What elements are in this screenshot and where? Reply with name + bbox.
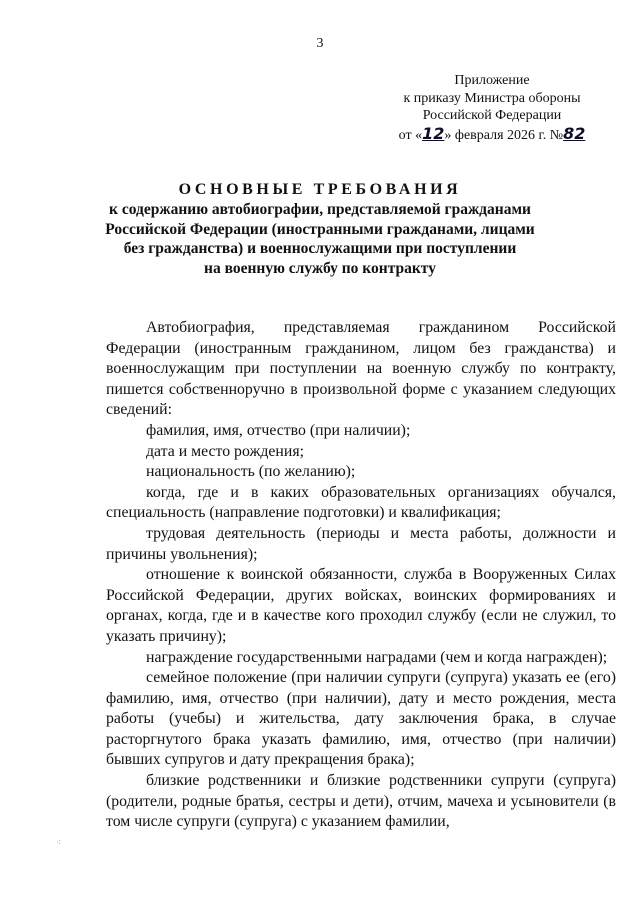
- list-item: трудовая деятельность (периоды и места работы, должности и причины увольнения);: [106, 524, 616, 563]
- date-prefix: от «: [398, 127, 423, 143]
- list-item: национальность (по желанию);: [146, 463, 356, 481]
- intro-paragraph: Автобиография, представляемая гражданином Российской Федерации (иностранным гражданином, лицом без гражданства) и военнослужащим при поступлении на военную службу по контракту, пишется собственноручно в произвольной форме с указанием следующих сведений:: [106, 319, 616, 419]
- title-main: ОСНОВНЫЕ ТРЕБОВАНИЯ: [178, 181, 462, 198]
- list-item: дата и место рождения;: [146, 442, 304, 460]
- list-item: фамилия, имя, отчество (при наличии);: [146, 421, 411, 439]
- title-sub-line: Российской Федерации (иностранными гражданами, лицами: [105, 220, 535, 238]
- title-sub-line: к содержанию автобиографии, представляемой гражданами: [109, 201, 531, 218]
- date-middle: » февраля 2026 г. №: [444, 127, 564, 143]
- title-sub-line: без гражданства) и военнослужащими при поступлении: [123, 240, 517, 257]
- title-subtitle: [90, 200, 550, 278]
- list-item: когда, где и в каких образовательных организациях обучался, специальность (направление подготовки) и квалификация;: [106, 483, 616, 522]
- page-number: 3: [316, 36, 324, 51]
- appendix-date-line: [372, 125, 612, 145]
- appendix-block: [372, 72, 612, 144]
- handwritten-number: 82: [563, 123, 586, 143]
- appendix-country: Российской Федерации: [422, 108, 562, 123]
- list-item: семейное положение (при наличии супруги (супруга) указать ее (его) фамилию, имя, отчество (при наличии), дату и место рождения, места работы (учебы) и жительства, дату заключения брака, в случае расторгнутого брака указать фамилию, имя, отчество (при наличии) бывших супругов и дату прекращения брака);: [106, 669, 616, 769]
- body-text: [106, 318, 616, 833]
- appendix-title: Приложение: [454, 73, 530, 88]
- list-item: награждение государственными наградами (чем и когда награжден);: [146, 648, 608, 666]
- handwritten-day: 12: [422, 123, 445, 143]
- document-title: [90, 180, 550, 278]
- title-sub-line: на военную службу по контракту: [204, 259, 436, 277]
- appendix-order-ref: к приказу Министра обороны: [403, 90, 581, 106]
- list-item: отношение к воинской обязанности, служба в Вооруженных Силах Российской Федерации, других войсках, воинских формированиях и органах, когда, где и в качестве кого проходил службу (если не служил, то указать причину);: [106, 566, 616, 645]
- scan-mark-icon: ⁖: [56, 838, 61, 847]
- list-item: близкие родственники и близкие родственники супруги (супруга) (родители, родные братья, сестры и дети), отчим, мачеха и усыновители (в том числе супруги (супруга) с указанием фамилии,: [106, 772, 616, 831]
